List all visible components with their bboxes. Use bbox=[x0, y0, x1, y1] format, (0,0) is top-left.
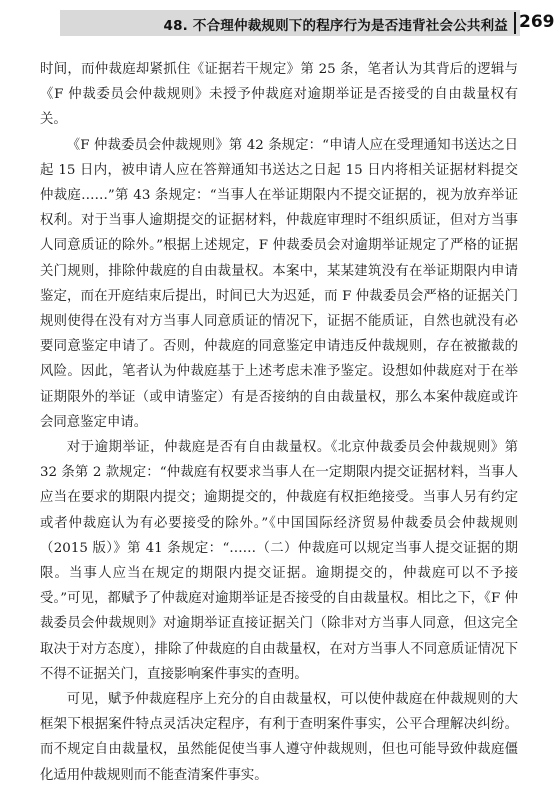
paragraph: 《F 仲裁委员会仲裁规则》第 42 条规定：“申请人应在受理通知书送达之日起 15 日内，被申请人应在答辩通知书送达之日起 15 日内将相关证据材料提交仲裁庭……”第 43 条规定：“当事人在举证期限内不提交证据的，视为放弃举证权利。对于当事人逾期提交的证据材料，仲裁庭审理时不组织质证，但对方当事人同意质证的除外。”根据上述规定，F 仲裁委员会对逾期举证规定了严格的证据关门规则，排除仲裁庭的自由裁量权。本案中，某某建筑没有在举证期限内申请鉴定，而在开庭结束后提出，时间已大为迟延，而 F 仲裁委员会严格的证据关门规则使得在没有对方当事人同意质证的情况下，证据不能质证，自然也就没有必要同意鉴定申请了。否则，仲裁庭的同意鉴定申请违反仲裁规则，存在被撤裁的风险。因此，笔者认为仲裁庭基于上述考虑未准予鉴定。设想如仲裁庭对于在举证期限外的举证（或申请鉴定）有是否接纳的自由裁量权，那么本案仲裁庭或许会同意鉴定申请。 bbox=[40, 137, 518, 430]
paragraph: 时间，而仲裁庭却紧抓住《证据若干规定》第 25 条，笔者认为其背后的逻辑与《F 仲裁委员会仲裁规则》未授予仲裁庭对逾期举证是否接受的自由裁量权有关。 bbox=[40, 62, 518, 128]
running-header bbox=[0, 10, 558, 36]
body-text bbox=[40, 57, 518, 788]
paragraph: 对于逾期举证，仲裁庭是否有自由裁量权。《北京仲裁委员会仲裁规则》第 32 条第 2 款规定：“仲裁庭有权要求当事人在一定期限内提交证据材料，当事人应当在要求的期限内提交；逾期提交的，仲裁庭有权拒绝接受。当事人另有约定或者仲裁庭认为有必要接受的除外。”《中国国际经济贸易仲裁委员会仲裁规则（2015 版）》第 41 条规定：“……（二）仲裁庭可以规定当事人提交证据的期限。当事人应当在规定的期限内提交证据。逾期提交的，仲裁庭可以不予接受。”可见，都赋予了仲裁庭对逾期举证是否接受的自由裁量权。相比之下，《F 仲裁委员会仲裁规则》对逾期举证直接证据关门（除非对方当事人同意，但这完全取决于对方态度），排除了仲裁庭的自由裁量权，在对方当事人不同意质证情况下不得不证据关门，直接影响案件事实的查明。 bbox=[40, 440, 518, 682]
header-divider bbox=[514, 12, 516, 34]
page-number: 269 bbox=[519, 12, 555, 32]
paragraph: 可见，赋予仲裁庭程序上充分的自由裁量权，可以使仲裁庭在仲裁规则的大框架下根据案件特点灵活决定程序，有利于查明案件事实，公平合理解决纠纷。而不规定自由裁量权，虽然能促使当事人遵守仲裁规则，但也可能导致仲裁庭僵化适用仲裁规则而不能查清案件事实。 bbox=[40, 692, 518, 783]
header-title: 48. 不合理仲裁规则下的程序行为是否违背社会公共利益 bbox=[163, 18, 508, 34]
